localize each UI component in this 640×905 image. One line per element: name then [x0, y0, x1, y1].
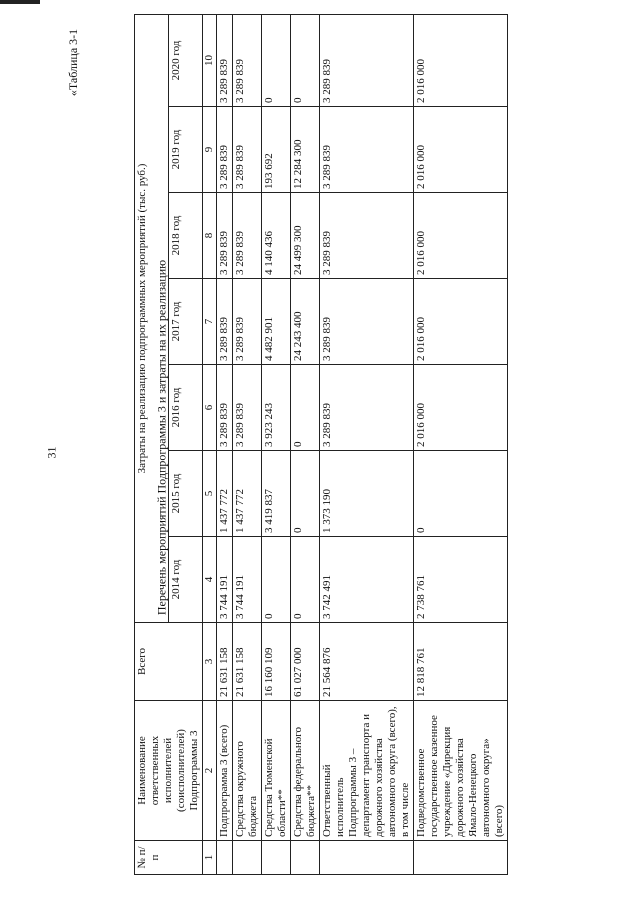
table-row: [414, 14, 508, 874]
cell-value: 0: [291, 14, 320, 106]
cell-value: 0: [262, 537, 291, 623]
cell-value: 4 140 436: [262, 193, 291, 279]
cell-value: 0: [291, 365, 320, 451]
index-cell: 10: [203, 14, 217, 106]
cell-no: [291, 841, 320, 875]
cell-value: 3 289 839: [217, 365, 233, 451]
cell-value: 3 744 191: [233, 537, 262, 623]
cell-value: 3 289 839: [320, 365, 414, 451]
table-row: [262, 14, 291, 874]
cell-name: Подведомственное государственное казенное учреждение «Дирекция дорожного хозяйства Ямало-Ненецкого автономного округа» (всего): [414, 701, 508, 841]
header-year: 2017 год: [169, 279, 203, 365]
header-year: 2019 год: [169, 107, 203, 193]
cell-no: [217, 841, 233, 875]
index-cell: 8: [203, 193, 217, 279]
cell-value: 24 243 400: [291, 279, 320, 365]
cell-value: 2 016 000: [414, 279, 508, 365]
table-reference: «Таблица 3-1: [66, 28, 81, 97]
cell-value: 3 289 839: [217, 14, 233, 106]
header-year: 2018 год: [169, 193, 203, 279]
header-name: Наименование ответственных исполнителей (соисполнителей) Подпрограммы 3: [135, 701, 203, 841]
cell-name: Средства окружного бюджета: [233, 701, 262, 841]
cell-no: [414, 841, 508, 875]
index-cell: 4: [203, 537, 217, 623]
header-row-1: [135, 14, 169, 874]
cell-value: 3 289 839: [233, 107, 262, 193]
rotated-table-container: [134, 15, 614, 875]
cell-value: 3 289 839: [320, 14, 414, 106]
index-cell: 5: [203, 451, 217, 537]
cell-value: 12 284 300: [291, 107, 320, 193]
cell-value: 3 744 191: [217, 537, 233, 623]
header-no: № п/п: [135, 841, 203, 875]
cell-value: 2 016 000: [414, 14, 508, 106]
cell-name: Средства федерального бюджета**: [291, 701, 320, 841]
cell-value: 3 742 491: [320, 537, 414, 623]
cell-total: 21 631 158: [233, 623, 262, 701]
page-number: 31: [44, 446, 59, 459]
header-year: 2015 год: [169, 451, 203, 537]
cell-no: [262, 841, 291, 875]
cell-value: 3 289 839: [233, 365, 262, 451]
cell-total: 61 027 000: [291, 623, 320, 701]
cell-value: 1 437 772: [233, 451, 262, 537]
cell-value: 3 289 839: [217, 279, 233, 365]
cell-total: 21 631 158: [217, 623, 233, 701]
cell-name: Ответственный исполнитель Подпрограммы 3 – департамент транспорта и дорожного хозяйства автономного округа (всего), в том числе: [320, 701, 414, 841]
cell-value: 3 289 839: [233, 279, 262, 365]
cell-value: 2 016 000: [414, 107, 508, 193]
index-cell: 6: [203, 365, 217, 451]
cell-total: 21 564 876: [320, 623, 414, 701]
top-rule: [0, 0, 40, 4]
document-title: Перечень мероприятий Подпрограммы 3 и затраты на их реализацию: [154, 259, 169, 616]
cell-value: 1 373 190: [320, 451, 414, 537]
costs-table: [134, 14, 508, 875]
cell-value: 24 499 300: [291, 193, 320, 279]
cell-no: [233, 841, 262, 875]
header-total: Всего: [135, 623, 203, 701]
cell-value: 0: [262, 14, 291, 106]
index-cell: 7: [203, 279, 217, 365]
cell-total: 12 818 761: [414, 623, 508, 701]
table-row: [217, 14, 233, 874]
cell-value: 2 738 761: [414, 537, 508, 623]
cell-value: 3 289 839: [233, 14, 262, 106]
index-row: [203, 14, 217, 874]
cell-value: 2 016 000: [414, 365, 508, 451]
cell-value: 3 419 837: [262, 451, 291, 537]
table-row: [320, 14, 414, 874]
header-year: 2020 год: [169, 14, 203, 106]
cell-value: 193 692: [262, 107, 291, 193]
cell-value: 4 482 901: [262, 279, 291, 365]
index-cell: 1: [203, 841, 217, 875]
header-year: 2014 год: [169, 537, 203, 623]
cell-no: [320, 841, 414, 875]
cell-value: 1 437 772: [217, 451, 233, 537]
cell-name: Подпрограмма 3 (всего): [217, 701, 233, 841]
header-costs-group: Затраты на реализацию подпрограммных мероприятий (тыс. руб.): [135, 14, 169, 622]
cell-value: 3 289 839: [320, 279, 414, 365]
cell-value: 3 289 839: [217, 107, 233, 193]
index-cell: 2: [203, 701, 217, 841]
index-cell: 3: [203, 623, 217, 701]
cell-value: 2 016 000: [414, 193, 508, 279]
cell-value: 3 923 243: [262, 365, 291, 451]
cell-total: 16 160 109: [262, 623, 291, 701]
index-cell: 9: [203, 107, 217, 193]
table-row: [291, 14, 320, 874]
cell-name: Средства Тюменской области**: [262, 701, 291, 841]
cell-value: 3 289 839: [320, 193, 414, 279]
cell-value: 0: [291, 537, 320, 623]
cell-value: 3 289 839: [320, 107, 414, 193]
cell-value: 3 289 839: [217, 193, 233, 279]
header-year: 2016 год: [169, 365, 203, 451]
cell-value: 0: [291, 451, 320, 537]
cell-value: 3 289 839: [233, 193, 262, 279]
cell-value: 0: [414, 451, 508, 537]
table-row: [233, 14, 262, 874]
